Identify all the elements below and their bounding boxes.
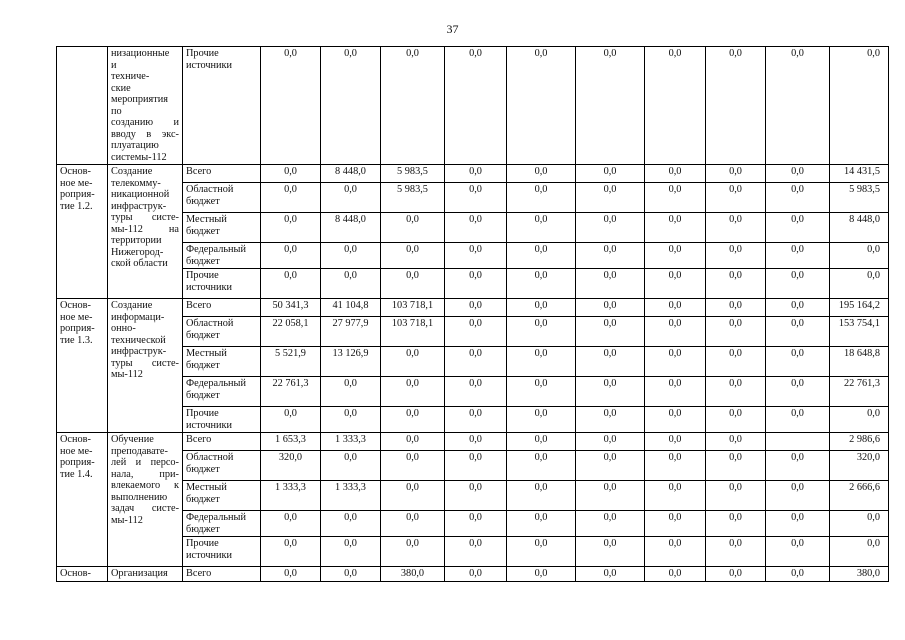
funding-table xyxy=(56,46,889,582)
year-value: 0,0 xyxy=(321,243,381,269)
year-value: 0,0 xyxy=(261,511,321,537)
funding-source: Прочие источники xyxy=(183,47,261,165)
total-value: 2 666,6 xyxy=(830,481,889,511)
measure-label: Основ- ное ме- роприя- тие 1.2. xyxy=(60,166,95,212)
year-value: 0,0 xyxy=(766,511,830,537)
year-value: 0,0 xyxy=(445,567,507,582)
year-value: 0,0 xyxy=(507,451,576,481)
measure-label: Основ- ное ме- роприя- тие 1.3. xyxy=(60,300,95,346)
year-value: 0,0 xyxy=(445,407,507,433)
year-value: 0,0 xyxy=(445,511,507,537)
year-value: 0,0 xyxy=(381,243,445,269)
measure-cell xyxy=(57,47,108,165)
year-value: 0,0 xyxy=(507,481,576,511)
measure-cell xyxy=(57,299,108,433)
year-value: 0,0 xyxy=(706,481,766,511)
year-value: 0,0 xyxy=(321,451,381,481)
year-value: 0,0 xyxy=(576,537,645,567)
year-value: 0,0 xyxy=(507,317,576,347)
table-row xyxy=(57,567,889,582)
year-value: 0,0 xyxy=(321,377,381,407)
table-row xyxy=(57,299,889,317)
measure-name-cell xyxy=(108,299,183,433)
year-value: 103 718,1 xyxy=(381,317,445,347)
year-value: 0,0 xyxy=(706,407,766,433)
year-value: 0,0 xyxy=(381,269,445,299)
measure-name: Обучение преподавате- лей и персо- нала, при- влекаемого к выполнению задач систе- мы-112 xyxy=(111,434,179,526)
year-value: 0,0 xyxy=(445,183,507,213)
year-value: 0,0 xyxy=(445,165,507,183)
year-value: 0,0 xyxy=(766,317,830,347)
year-value: 0,0 xyxy=(766,243,830,269)
year-value: 0,0 xyxy=(766,407,830,433)
year-value: 0,0 xyxy=(706,511,766,537)
year-value: 0,0 xyxy=(381,347,445,377)
year-value: 5 521,9 xyxy=(261,347,321,377)
year-value: 0,0 xyxy=(321,47,381,165)
total-value: 0,0 xyxy=(830,511,889,537)
year-value: 0,0 xyxy=(261,537,321,567)
year-value: 0,0 xyxy=(576,451,645,481)
year-value: 0,0 xyxy=(381,451,445,481)
year-value: 1 333,3 xyxy=(321,433,381,451)
funding-source: Областной бюджет xyxy=(183,183,261,213)
year-value: 0,0 xyxy=(507,213,576,243)
year-value: 0,0 xyxy=(576,377,645,407)
year-value: 0,0 xyxy=(576,347,645,377)
year-value: 0,0 xyxy=(766,537,830,567)
year-value: 0,0 xyxy=(645,269,706,299)
year-value: 0,0 xyxy=(645,213,706,243)
funding-source: Прочие источники xyxy=(183,537,261,567)
year-value: 0,0 xyxy=(645,165,706,183)
year-value: 0,0 xyxy=(645,347,706,377)
funding-source: Всего xyxy=(183,567,261,582)
year-value: 0,0 xyxy=(381,407,445,433)
year-value: 0,0 xyxy=(507,377,576,407)
year-value: 5 983,5 xyxy=(381,183,445,213)
year-value: 0,0 xyxy=(445,243,507,269)
year-value: 0,0 xyxy=(321,183,381,213)
year-value: 0,0 xyxy=(576,165,645,183)
year-value: 0,0 xyxy=(381,537,445,567)
total-value: 153 754,1 xyxy=(830,317,889,347)
year-value: 0,0 xyxy=(645,183,706,213)
year-value: 0,0 xyxy=(381,433,445,451)
measure-cell xyxy=(57,567,108,582)
year-value: 22 058,1 xyxy=(261,317,321,347)
measure-label: Основ- xyxy=(60,568,91,579)
year-value xyxy=(766,433,830,451)
year-value: 0,0 xyxy=(706,537,766,567)
year-value: 0,0 xyxy=(507,567,576,582)
year-value: 0,0 xyxy=(445,433,507,451)
year-value: 0,0 xyxy=(321,511,381,537)
year-value: 0,0 xyxy=(445,269,507,299)
year-value: 0,0 xyxy=(706,213,766,243)
year-value: 380,0 xyxy=(381,567,445,582)
funding-source: Прочие источники xyxy=(183,407,261,433)
year-value: 8 448,0 xyxy=(321,165,381,183)
year-value: 0,0 xyxy=(507,183,576,213)
year-value: 0,0 xyxy=(576,317,645,347)
year-value: 0,0 xyxy=(321,537,381,567)
year-value: 0,0 xyxy=(766,165,830,183)
year-value: 0,0 xyxy=(645,481,706,511)
year-value: 0,0 xyxy=(445,317,507,347)
total-value: 195 164,2 xyxy=(830,299,889,317)
funding-source: Местный бюджет xyxy=(183,481,261,511)
year-value: 0,0 xyxy=(381,511,445,537)
year-value: 0,0 xyxy=(706,451,766,481)
year-value: 0,0 xyxy=(507,433,576,451)
year-value: 0,0 xyxy=(321,407,381,433)
year-value: 0,0 xyxy=(576,511,645,537)
year-value: 0,0 xyxy=(261,165,321,183)
funding-source: Федеральный бюджет xyxy=(183,243,261,269)
year-value: 0,0 xyxy=(507,47,576,165)
year-value: 0,0 xyxy=(645,451,706,481)
year-value: 0,0 xyxy=(445,347,507,377)
year-value: 0,0 xyxy=(645,317,706,347)
year-value: 0,0 xyxy=(766,299,830,317)
year-value: 0,0 xyxy=(507,537,576,567)
total-value: 8 448,0 xyxy=(830,213,889,243)
year-value: 0,0 xyxy=(445,481,507,511)
funding-source: Федеральный бюджет xyxy=(183,377,261,407)
funding-source: Всего xyxy=(183,299,261,317)
year-value: 50 341,3 xyxy=(261,299,321,317)
year-value: 0,0 xyxy=(381,213,445,243)
year-value: 103 718,1 xyxy=(381,299,445,317)
funding-source: Всего xyxy=(183,165,261,183)
year-value: 0,0 xyxy=(576,481,645,511)
year-value: 0,0 xyxy=(261,47,321,165)
year-value: 0,0 xyxy=(576,269,645,299)
year-value: 0,0 xyxy=(445,299,507,317)
total-value: 0,0 xyxy=(830,269,889,299)
year-value: 0,0 xyxy=(766,213,830,243)
year-value: 0,0 xyxy=(445,451,507,481)
year-value: 0,0 xyxy=(576,433,645,451)
table-row xyxy=(57,47,889,165)
funding-source: Местный бюджет xyxy=(183,347,261,377)
year-value: 320,0 xyxy=(261,451,321,481)
year-value: 0,0 xyxy=(706,165,766,183)
year-value: 0,0 xyxy=(706,183,766,213)
measure-name: низационные и техниче- ские мероприятия по созданию и вводу в экс- плуатацию системы-112 xyxy=(111,48,179,163)
page-number: 37 xyxy=(446,22,459,36)
year-value: 0,0 xyxy=(576,183,645,213)
year-value: 0,0 xyxy=(645,243,706,269)
year-value: 0,0 xyxy=(261,213,321,243)
total-value: 320,0 xyxy=(830,451,889,481)
year-value: 0,0 xyxy=(706,269,766,299)
year-value: 0,0 xyxy=(576,47,645,165)
measure-cell xyxy=(57,433,108,567)
funding-source: Местный бюджет xyxy=(183,213,261,243)
total-value: 5 983,5 xyxy=(830,183,889,213)
year-value: 0,0 xyxy=(321,567,381,582)
total-value: 18 648,8 xyxy=(830,347,889,377)
year-value: 0,0 xyxy=(706,433,766,451)
measure-label: Основ- ное ме- роприя- тие 1.4. xyxy=(60,434,95,480)
year-value: 0,0 xyxy=(261,567,321,582)
year-value: 0,0 xyxy=(576,243,645,269)
measure-name-cell xyxy=(108,433,183,567)
year-value: 0,0 xyxy=(445,47,507,165)
year-value: 0,0 xyxy=(261,183,321,213)
year-value: 0,0 xyxy=(507,243,576,269)
year-value: 0,0 xyxy=(645,537,706,567)
measure-name: Создание телекомму- никационной инфраструк- туры систе- мы-112 на территории Нижегород- ской области xyxy=(111,166,179,269)
year-value: 0,0 xyxy=(507,269,576,299)
year-value: 8 448,0 xyxy=(321,213,381,243)
total-value: 0,0 xyxy=(830,47,889,165)
year-value: 0,0 xyxy=(766,183,830,213)
year-value: 0,0 xyxy=(261,269,321,299)
year-value: 0,0 xyxy=(576,299,645,317)
year-value: 5 983,5 xyxy=(381,165,445,183)
funding-source: Всего xyxy=(183,433,261,451)
year-value: 1 333,3 xyxy=(321,481,381,511)
measure-name: Организация xyxy=(111,568,168,579)
year-value: 0,0 xyxy=(706,299,766,317)
measure-name: Создание информаци- онно- технической инфраструк- туры систе- мы-112 xyxy=(111,300,179,380)
year-value: 0,0 xyxy=(766,347,830,377)
total-value: 14 431,5 xyxy=(830,165,889,183)
year-value: 0,0 xyxy=(261,407,321,433)
year-value: 0,0 xyxy=(507,407,576,433)
year-value: 0,0 xyxy=(706,347,766,377)
year-value: 0,0 xyxy=(645,407,706,433)
year-value: 0,0 xyxy=(766,451,830,481)
year-value: 0,0 xyxy=(645,299,706,317)
year-value: 1 333,3 xyxy=(261,481,321,511)
table-body xyxy=(57,47,889,582)
funding-source: Прочие источники xyxy=(183,269,261,299)
year-value: 0,0 xyxy=(706,377,766,407)
year-value: 1 653,3 xyxy=(261,433,321,451)
measure-name-cell xyxy=(108,567,183,582)
measure-name-cell xyxy=(108,165,183,299)
year-value: 0,0 xyxy=(381,481,445,511)
year-value: 0,0 xyxy=(381,377,445,407)
table-row xyxy=(57,165,889,183)
funding-source: Областной бюджет xyxy=(183,317,261,347)
table-row xyxy=(57,433,889,451)
year-value: 0,0 xyxy=(381,47,445,165)
year-value: 22 761,3 xyxy=(261,377,321,407)
year-value: 0,0 xyxy=(261,243,321,269)
total-value: 2 986,6 xyxy=(830,433,889,451)
total-value: 0,0 xyxy=(830,537,889,567)
year-value: 0,0 xyxy=(507,347,576,377)
total-value: 380,0 xyxy=(830,567,889,582)
year-value: 0,0 xyxy=(645,433,706,451)
year-value: 0,0 xyxy=(706,567,766,582)
year-value: 0,0 xyxy=(766,269,830,299)
year-value: 0,0 xyxy=(576,567,645,582)
year-value: 0,0 xyxy=(706,317,766,347)
year-value: 0,0 xyxy=(766,567,830,582)
year-value: 0,0 xyxy=(766,377,830,407)
funding-source: Федеральный бюджет xyxy=(183,511,261,537)
total-value: 22 761,3 xyxy=(830,377,889,407)
year-value: 0,0 xyxy=(507,511,576,537)
year-value: 0,0 xyxy=(645,567,706,582)
year-value: 0,0 xyxy=(645,511,706,537)
year-value: 0,0 xyxy=(706,47,766,165)
year-value: 0,0 xyxy=(321,269,381,299)
year-value: 41 104,8 xyxy=(321,299,381,317)
year-value: 0,0 xyxy=(507,165,576,183)
year-value: 0,0 xyxy=(576,213,645,243)
measure-cell xyxy=(57,165,108,299)
year-value: 0,0 xyxy=(576,407,645,433)
year-value: 0,0 xyxy=(645,377,706,407)
year-value: 0,0 xyxy=(645,47,706,165)
year-value: 0,0 xyxy=(445,537,507,567)
year-value: 0,0 xyxy=(445,213,507,243)
year-value: 0,0 xyxy=(445,377,507,407)
funding-source: Областной бюджет xyxy=(183,451,261,481)
year-value: 13 126,9 xyxy=(321,347,381,377)
total-value: 0,0 xyxy=(830,243,889,269)
year-value: 0,0 xyxy=(766,47,830,165)
year-value: 0,0 xyxy=(706,243,766,269)
year-value: 0,0 xyxy=(766,481,830,511)
year-value: 0,0 xyxy=(507,299,576,317)
total-value: 0,0 xyxy=(830,407,889,433)
year-value: 27 977,9 xyxy=(321,317,381,347)
measure-name-cell xyxy=(108,47,183,165)
